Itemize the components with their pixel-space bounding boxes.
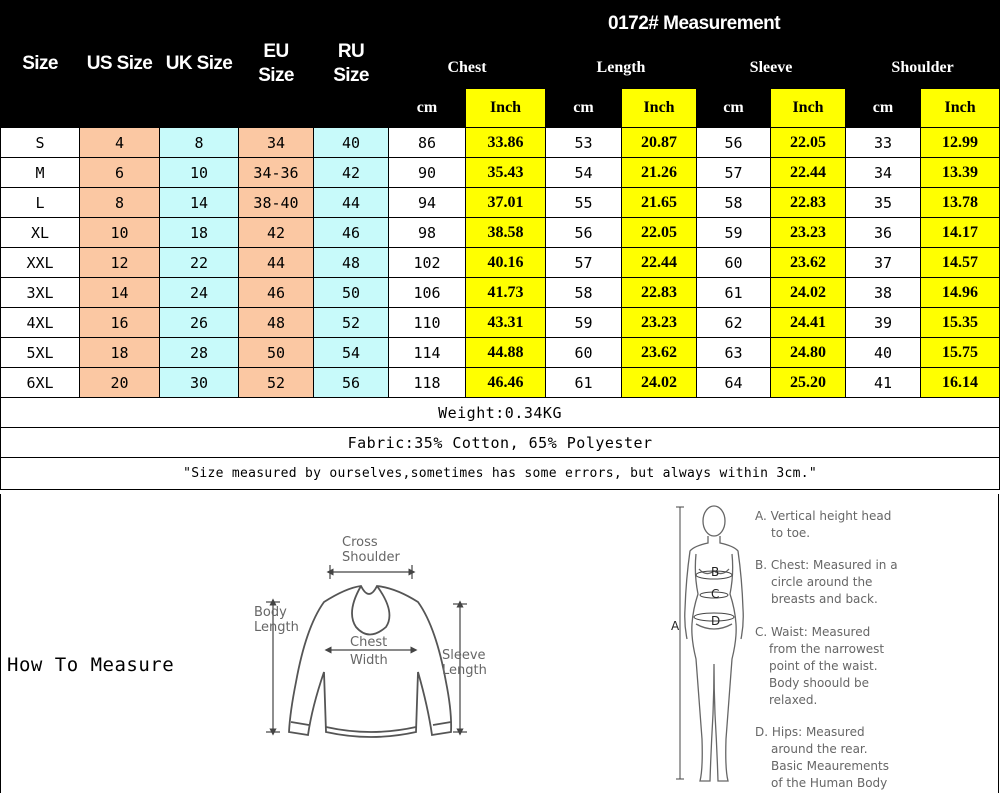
row-sleeve-cm: 57	[697, 158, 771, 188]
svg-text:to toe.: to toe.	[771, 526, 811, 540]
group-chest: Chest	[389, 48, 546, 89]
header-size: Size	[1, 1, 80, 128]
row-ru-size: 40	[314, 128, 389, 158]
row-uk-size: 26	[160, 308, 239, 338]
svg-text:from the narrowest: from the narrowest	[769, 642, 885, 656]
measurement-title: 0172# Measurement	[389, 1, 1000, 48]
row-size: L	[1, 188, 80, 218]
row-length-inch: 24.02	[622, 368, 697, 398]
row-sleeve-inch: 24.80	[771, 338, 846, 368]
row-ru-size: 50	[314, 278, 389, 308]
table-row	[1, 368, 1000, 398]
row-length-cm: 57	[546, 248, 622, 278]
row-shoulder-cm: 40	[846, 338, 921, 368]
row-sleeve-cm: 62	[697, 308, 771, 338]
header-us-size: US Size	[80, 1, 160, 128]
unit-cm: cm	[846, 89, 921, 128]
row-sleeve-cm: 61	[697, 278, 771, 308]
row-shoulder-inch: 15.75	[921, 338, 1000, 368]
row-us-size: 4	[80, 128, 160, 158]
row-sleeve-inch: 23.62	[771, 248, 846, 278]
fabric-note: Fabric:35% Cotton, 65% Polyester	[1, 428, 1000, 458]
how-to-measure-title: How To Measure	[7, 654, 175, 676]
row-size: XXL	[1, 248, 80, 278]
row-uk-size: 8	[160, 128, 239, 158]
unit-cm: cm	[389, 89, 466, 128]
row-sleeve-cm: 64	[697, 368, 771, 398]
svg-text:point of the waist.: point of the waist.	[769, 659, 878, 673]
row-sleeve-cm: 60	[697, 248, 771, 278]
row-eu-size: 48	[239, 308, 314, 338]
row-length-inch: 23.23	[622, 308, 697, 338]
row-shoulder-cm: 38	[846, 278, 921, 308]
row-chest-cm: 94	[389, 188, 466, 218]
svg-text:Length: Length	[442, 663, 487, 678]
row-us-size: 12	[80, 248, 160, 278]
row-length-inch: 22.44	[622, 248, 697, 278]
row-chest-inch: 46.46	[466, 368, 546, 398]
row-ru-size: 56	[314, 368, 389, 398]
table-row	[1, 338, 1000, 368]
table-row	[1, 248, 1000, 278]
row-chest-inch: 37.01	[466, 188, 546, 218]
row-length-cm: 55	[546, 188, 622, 218]
row-chest-inch: 35.43	[466, 158, 546, 188]
row-chest-cm: 114	[389, 338, 466, 368]
row-ru-size: 42	[314, 158, 389, 188]
row-length-cm: 53	[546, 128, 622, 158]
unit-cm: cm	[697, 89, 771, 128]
row-shoulder-cm: 34	[846, 158, 921, 188]
label-body-length: Body	[254, 605, 287, 620]
row-us-size: 6	[80, 158, 160, 188]
row-sleeve-inch: 25.20	[771, 368, 846, 398]
row-ru-size: 44	[314, 188, 389, 218]
group-sleeve: Sleeve	[697, 48, 846, 89]
row-shoulder-inch: 15.35	[921, 308, 1000, 338]
row-shoulder-inch: 16.14	[921, 368, 1000, 398]
row-eu-size: 46	[239, 278, 314, 308]
row-uk-size: 24	[160, 278, 239, 308]
table-row	[1, 128, 1000, 158]
row-uk-size: 30	[160, 368, 239, 398]
table-row	[1, 218, 1000, 248]
svg-text:Length: Length	[254, 620, 299, 635]
row-length-cm: 58	[546, 278, 622, 308]
row-size: 4XL	[1, 308, 80, 338]
letter-c: C	[711, 587, 720, 601]
row-us-size: 8	[80, 188, 160, 218]
row-shoulder-inch: 12.99	[921, 128, 1000, 158]
row-size: 6XL	[1, 368, 80, 398]
svg-text:A. Vertical height head: A. Vertical height head	[755, 509, 892, 523]
body-measure-illustration	[666, 499, 746, 791]
row-shoulder-cm: 37	[846, 248, 921, 278]
row-eu-size: 34-36	[239, 158, 314, 188]
row-sleeve-inch: 23.23	[771, 218, 846, 248]
table-row	[1, 278, 1000, 308]
svg-text:Body shoould be: Body shoould be	[769, 676, 870, 690]
row-chest-cm: 86	[389, 128, 466, 158]
unit-inch: Inch	[622, 89, 697, 128]
row-chest-cm: 118	[389, 368, 466, 398]
row-ru-size: 52	[314, 308, 389, 338]
row-eu-size: 52	[239, 368, 314, 398]
row-eu-size: 38-40	[239, 188, 314, 218]
header-eu-size: EU Size	[239, 1, 314, 128]
row-ru-size: 54	[314, 338, 389, 368]
letter-b: B	[711, 565, 720, 579]
svg-text:around the rear.: around the rear.	[771, 742, 868, 756]
row-length-cm: 54	[546, 158, 622, 188]
body-measure-notes	[753, 506, 913, 791]
svg-text:D. Hips: Measured: D. Hips: Measured	[755, 725, 865, 739]
row-sleeve-cm: 59	[697, 218, 771, 248]
row-chest-inch: 38.58	[466, 218, 546, 248]
svg-text:breasts and back.: breasts and back.	[771, 592, 878, 606]
row-length-inch: 23.62	[622, 338, 697, 368]
svg-text:B. Chest: Measured in a: B. Chest: Measured in a	[755, 558, 898, 572]
unit-inch: Inch	[771, 89, 846, 128]
unit-cm: cm	[546, 89, 622, 128]
row-us-size: 18	[80, 338, 160, 368]
row-chest-inch: 44.88	[466, 338, 546, 368]
row-sleeve-inch: 24.41	[771, 308, 846, 338]
svg-text:Basic Meaurements: Basic Meaurements	[771, 759, 889, 773]
group-shoulder: Shoulder	[846, 48, 1000, 89]
row-shoulder-inch: 14.96	[921, 278, 1000, 308]
row-shoulder-cm: 33	[846, 128, 921, 158]
group-length: Length	[546, 48, 697, 89]
shirt-measure-illustration	[246, 532, 496, 767]
svg-text:relaxed.: relaxed.	[769, 693, 818, 707]
row-length-inch: 22.83	[622, 278, 697, 308]
svg-text:circle around the: circle around the	[771, 575, 873, 589]
weight-note: Weight:0.34KG	[1, 398, 1000, 428]
row-size: M	[1, 158, 80, 188]
row-shoulder-inch: 14.17	[921, 218, 1000, 248]
how-to-measure-section	[0, 494, 999, 793]
row-uk-size: 14	[160, 188, 239, 218]
row-length-cm: 61	[546, 368, 622, 398]
human-body-icon	[685, 506, 744, 781]
row-eu-size: 34	[239, 128, 314, 158]
label-chest-width: Chest	[350, 635, 388, 650]
row-chest-cm: 98	[389, 218, 466, 248]
row-us-size: 16	[80, 308, 160, 338]
unit-inch: Inch	[921, 89, 1000, 128]
svg-text:C. Waist: Measured: C. Waist: Measured	[755, 625, 871, 639]
row-size: S	[1, 128, 80, 158]
letter-d: D	[711, 614, 721, 628]
header-ru-size: RU Size	[314, 1, 389, 128]
row-sleeve-inch: 22.44	[771, 158, 846, 188]
disclaimer-note: "Size measured by ourselves,sometimes has some errors, but always within 3cm."	[1, 458, 1000, 490]
row-sleeve-inch: 22.05	[771, 128, 846, 158]
row-ru-size: 46	[314, 218, 389, 248]
row-uk-size: 22	[160, 248, 239, 278]
svg-text:Shoulder: Shoulder	[342, 550, 400, 565]
row-sleeve-cm: 58	[697, 188, 771, 218]
table-row	[1, 308, 1000, 338]
table-row	[1, 188, 1000, 218]
row-length-cm: 56	[546, 218, 622, 248]
label-cross-shoulder: Cross	[342, 535, 378, 550]
row-length-inch: 22.05	[622, 218, 697, 248]
svg-text:Width: Width	[350, 653, 388, 668]
row-sleeve-inch: 22.83	[771, 188, 846, 218]
row-chest-cm: 102	[389, 248, 466, 278]
row-chest-cm: 90	[389, 158, 466, 188]
row-uk-size: 18	[160, 218, 239, 248]
letter-a: A	[671, 619, 680, 633]
row-length-cm: 60	[546, 338, 622, 368]
row-eu-size: 42	[239, 218, 314, 248]
row-shoulder-cm: 35	[846, 188, 921, 218]
row-shoulder-cm: 39	[846, 308, 921, 338]
table-row	[1, 158, 1000, 188]
row-size: XL	[1, 218, 80, 248]
unit-inch: Inch	[466, 89, 546, 128]
row-ru-size: 48	[314, 248, 389, 278]
row-sleeve-cm: 63	[697, 338, 771, 368]
row-us-size: 20	[80, 368, 160, 398]
row-shoulder-cm: 41	[846, 368, 921, 398]
row-us-size: 10	[80, 218, 160, 248]
row-length-inch: 21.26	[622, 158, 697, 188]
row-chest-cm: 106	[389, 278, 466, 308]
row-size: 5XL	[1, 338, 80, 368]
row-size: 3XL	[1, 278, 80, 308]
header-uk-size: UK Size	[160, 1, 239, 128]
row-length-inch: 20.87	[622, 128, 697, 158]
row-shoulder-cm: 36	[846, 218, 921, 248]
row-uk-size: 28	[160, 338, 239, 368]
row-length-cm: 59	[546, 308, 622, 338]
row-shoulder-inch: 13.39	[921, 158, 1000, 188]
row-chest-cm: 110	[389, 308, 466, 338]
row-eu-size: 50	[239, 338, 314, 368]
row-shoulder-inch: 14.57	[921, 248, 1000, 278]
row-chest-inch: 43.31	[466, 308, 546, 338]
svg-text:of the Human Body: of the Human Body	[771, 776, 888, 790]
label-sleeve-length: Sleeve	[442, 648, 486, 663]
row-sleeve-inch: 24.02	[771, 278, 846, 308]
row-sleeve-cm: 56	[697, 128, 771, 158]
row-shoulder-inch: 13.78	[921, 188, 1000, 218]
row-eu-size: 44	[239, 248, 314, 278]
row-uk-size: 10	[160, 158, 239, 188]
row-chest-inch: 33.86	[466, 128, 546, 158]
row-us-size: 14	[80, 278, 160, 308]
row-chest-inch: 41.73	[466, 278, 546, 308]
row-chest-inch: 40.16	[466, 248, 546, 278]
row-length-inch: 21.65	[622, 188, 697, 218]
